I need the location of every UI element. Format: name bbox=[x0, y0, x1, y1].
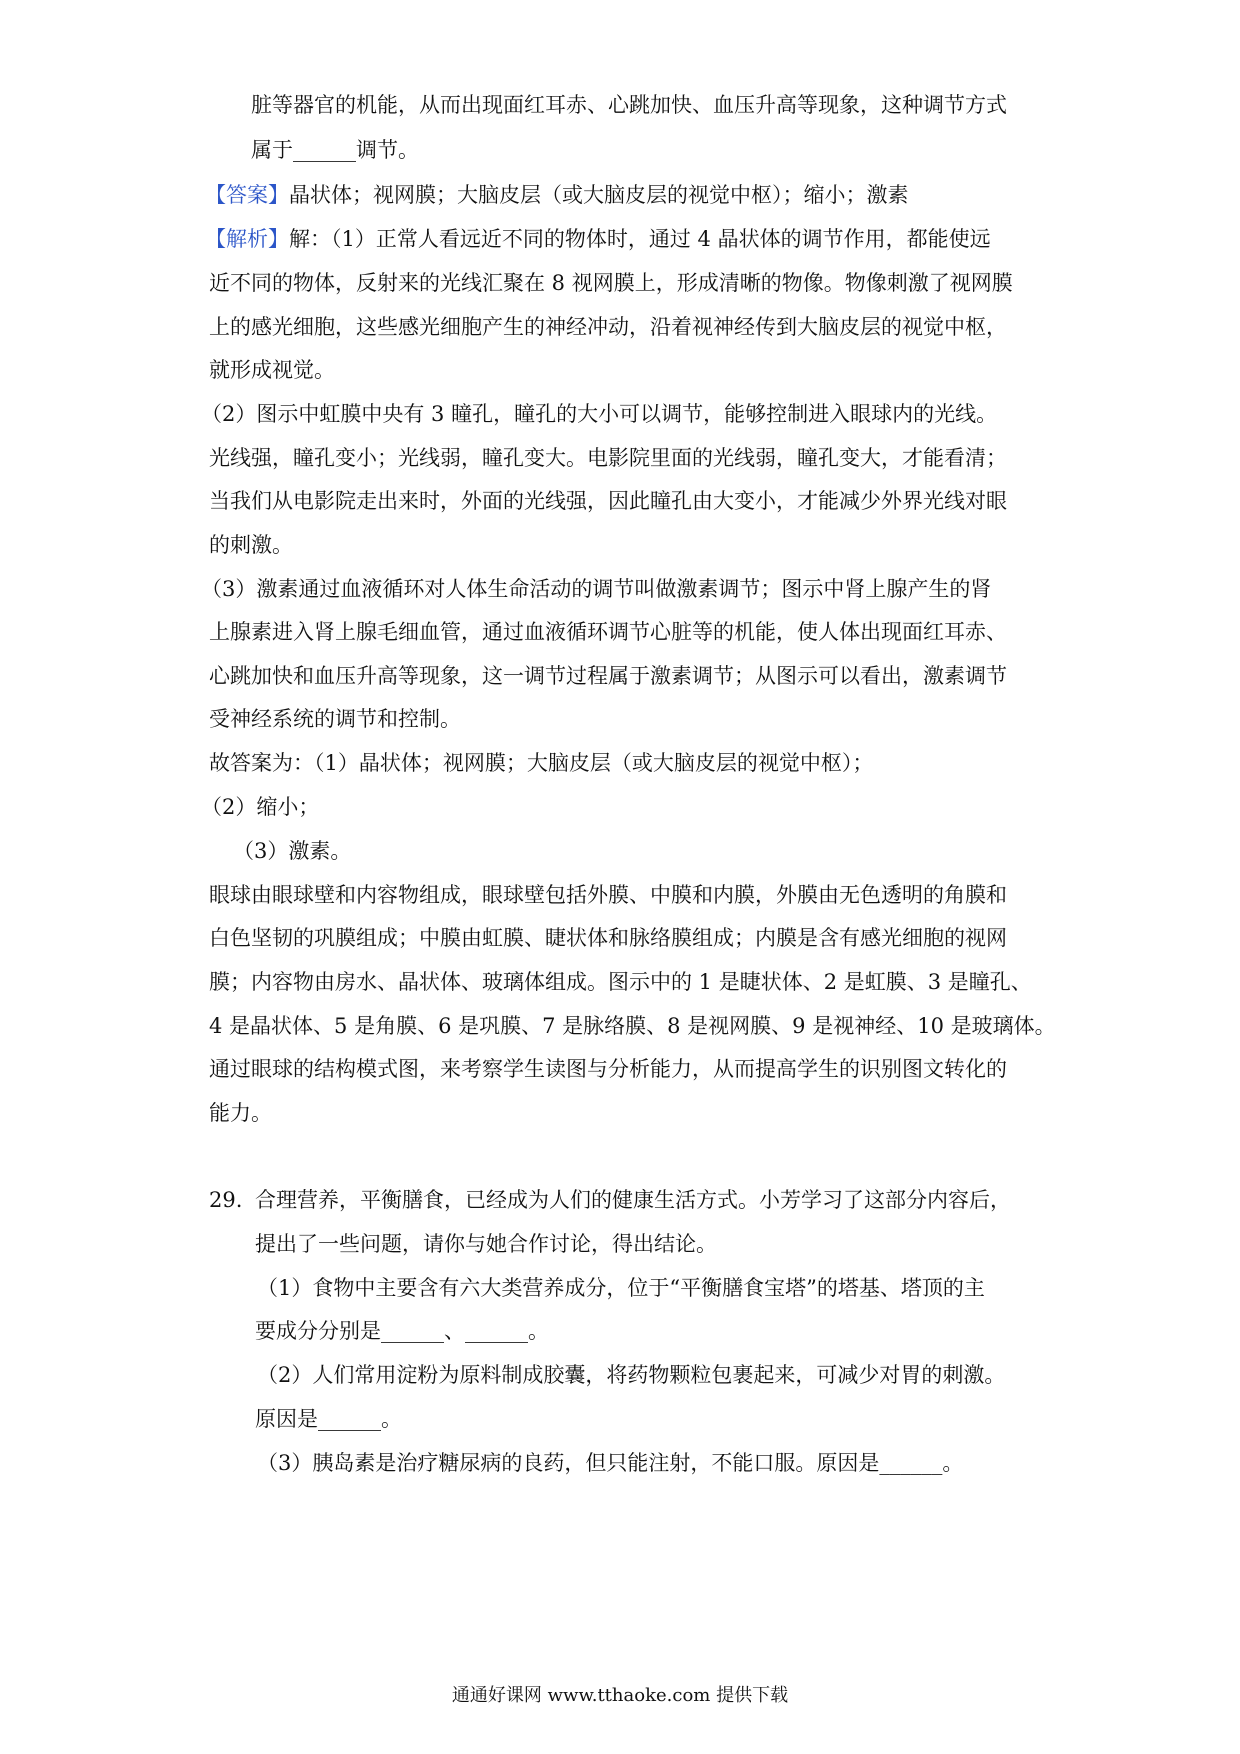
text-line: 近不同的物体，反射来的光线汇聚在 8 视网膜上，形成清晰的物像。物像刺激了视网膜 bbox=[209, 271, 1013, 295]
question-part: （3）胰岛素是治疗糖尿病的良药，但只能注射，不能口服。原因是______。 bbox=[257, 1451, 964, 1475]
text-line: 受神经系统的调节和控制。 bbox=[209, 707, 461, 731]
question-part: 原因是______。 bbox=[255, 1407, 402, 1431]
question-text: 提出了一些问题，请你与她合作讨论，得出结论。 bbox=[255, 1232, 717, 1256]
text-line: 上的感光细胞，这些感光细胞产生的神经冲动，沿着视神经传到大脑皮层的视觉中枢， bbox=[209, 315, 1007, 339]
answer-text: 晶状体；视网膜；大脑皮层（或大脑皮层的视觉中枢）；缩小；激素 bbox=[289, 183, 909, 207]
text-line: 的刺激。 bbox=[209, 533, 293, 557]
text-line: 眼球由眼球壁和内容物组成，眼球壁包括外膜、中膜和内膜，外膜由无色透明的角膜和 bbox=[209, 883, 1007, 907]
text-line: 脏等器官的机能，从而出现面红耳赤、心跳加快、血压升高等现象，这种调节方式 bbox=[251, 93, 1007, 117]
text-line: 能力。 bbox=[209, 1101, 272, 1125]
text-line: （3）激素通过血液循环对人体生命活动的调节叫做激素调节；图示中肾上腺产生的肾 bbox=[201, 577, 992, 601]
question-part: 要成分分别是______、______。 bbox=[255, 1319, 549, 1343]
text-line: 心跳加快和血压升高等现象，这一调节过程属于激素调节；从图示可以看出，激素调节 bbox=[209, 664, 1007, 688]
text-line: 膜；内容物由房水、晶状体、玻璃体组成。图示中的 1 是睫状体、2 是虹膜、3 是瞳孔、 bbox=[209, 970, 1032, 994]
text-line: 上腺素进入肾上腺毛细血管，通过血液循环调节心脏等的机能，使人体出现面红耳赤、 bbox=[209, 620, 1007, 644]
text-line: 属于______调节。 bbox=[251, 138, 419, 162]
text-line: 就形成视觉。 bbox=[209, 358, 335, 382]
text-line: （2）缩小； bbox=[201, 795, 320, 819]
text-line: 光线强，瞳孔变小；光线弱，瞳孔变大。电影院里面的光线弱，瞳孔变大，才能看清； bbox=[209, 446, 1007, 470]
analysis-tag: 【解析】 bbox=[205, 227, 289, 251]
text-line: 通过眼球的结构模式图，来考察学生读图与分析能力，从而提高学生的识别图文转化的 bbox=[209, 1057, 1007, 1081]
analysis-text: 解：（1）正常人看远近不同的物体时，通过 4 晶状体的调节作用，都能使远 bbox=[289, 227, 991, 251]
analysis-line bbox=[205, 224, 991, 254]
text-line: （3）激素。 bbox=[233, 839, 352, 863]
question-part: （1）食物中主要含有六大类营养成分，位于“平衡膳食宝塔”的塔基、塔顶的主 bbox=[257, 1276, 985, 1300]
answer-tag: 【答案】 bbox=[205, 183, 289, 207]
page-footer: 通通好课网 www.tthaoke.com 提供下载 bbox=[451, 1685, 789, 1706]
text-line: 故答案为：（1）晶状体；视网膜；大脑皮层（或大脑皮层的视觉中枢）； bbox=[209, 751, 874, 775]
answer-line bbox=[205, 180, 909, 210]
text-line: （2）图示中虹膜中央有 3 瞳孔，瞳孔的大小可以调节，能够控制进入眼球内的光线。 bbox=[201, 402, 998, 426]
question-part: （2）人们常用淀粉为原料制成胶囊，将药物颗粒包裹起来，可减少对胃的刺激。 bbox=[257, 1363, 1006, 1387]
question-number: 29. bbox=[209, 1188, 243, 1212]
text-line: 白色坚韧的巩膜组成；中膜由虹膜、睫状体和脉络膜组成；内膜是含有感光细胞的视网 bbox=[209, 926, 1007, 950]
question-text: 合理营养，平衡膳食，已经成为人们的健康生活方式。小芳学习了这部分内容后， bbox=[255, 1188, 1011, 1212]
text-line: 4 是晶状体、5 是角膜、6 是巩膜、7 是脉络膜、8 是视网膜、9 是视神经、10 是玻璃体。 bbox=[209, 1014, 1056, 1038]
text-line: 当我们从电影院走出来时，外面的光线强，因此瞳孔由大变小，才能减少外界光线对眼 bbox=[209, 489, 1007, 513]
